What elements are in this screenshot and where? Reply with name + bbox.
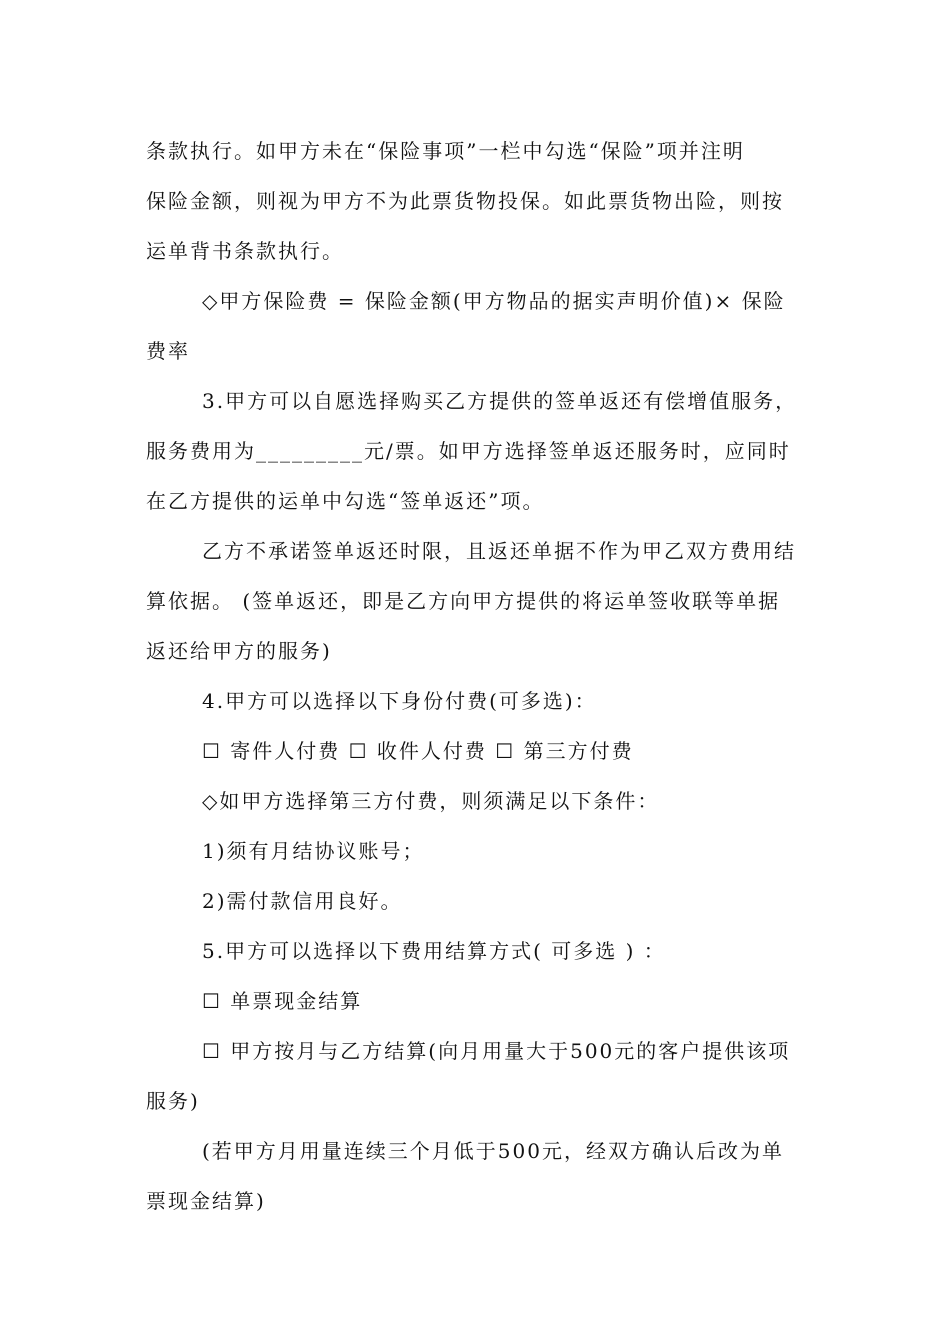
paragraph-line: 运单背书条款执行。 — [146, 239, 344, 263]
paragraph-line: 3.甲方可以自愿选择购买乙方提供的签单返还有偿增值服务， — [202, 389, 798, 413]
checkbox-option-line: ☐ 单票现金结算 — [202, 989, 363, 1013]
paragraph-line: 算依据。 (签单返还，即是乙方向甲方提供的将运单签收联等单据 — [146, 589, 781, 613]
paragraph-line: 服务费用为_________元/票。如甲方选择签单返还服务时，应同时 — [146, 439, 791, 463]
paragraph-line: 费率 — [146, 339, 190, 363]
paragraph-line: 1)须有月结协议账号； — [202, 839, 425, 863]
paragraph-line: ◇甲方保险费 = 保险金额(甲方物品的据实声明价值)× 保险 — [202, 289, 786, 313]
paragraph-line: 4.甲方可以选择以下身份付费(可多选)： — [202, 689, 597, 713]
paragraph-line: 保险金额，则视为甲方不为此票货物投保。如此票货物出险，则按 — [146, 189, 784, 213]
checkbox-option-line: ☐ 甲方按月与乙方结算(向月用量大于500元的客户提供该项 — [202, 1039, 791, 1063]
paragraph-line: 票现金结算) — [146, 1189, 266, 1213]
paragraph-line: ◇如甲方选择第三方付费，则须满足以下条件： — [202, 789, 660, 813]
paragraph-line: 5.甲方可以选择以下费用结算方式( 可多选 ) ： — [202, 939, 666, 963]
paragraph-line: 在乙方提供的运单中勾选“签单返还”项。 — [146, 489, 545, 513]
paragraph-line: 条款执行。如甲方未在“保险事项”一栏中勾选“保险”项并注明 — [146, 139, 745, 163]
checkbox-options-line: ☐ 寄件人付费 ☐ 收件人付费 ☐ 第三方付费 — [202, 739, 634, 763]
paragraph-line: 乙方不承诺签单返还时限，且返还单据不作为甲乙双方费用结 — [202, 539, 796, 563]
paragraph-line: 服务) — [146, 1089, 200, 1113]
paragraph-line: (若甲方月用量连续三个月低于500元，经双方确认后改为单 — [202, 1139, 784, 1163]
paragraph-line: 2)需付款信用良好。 — [202, 889, 403, 913]
paragraph-line: 返还给甲方的服务) — [146, 639, 332, 663]
